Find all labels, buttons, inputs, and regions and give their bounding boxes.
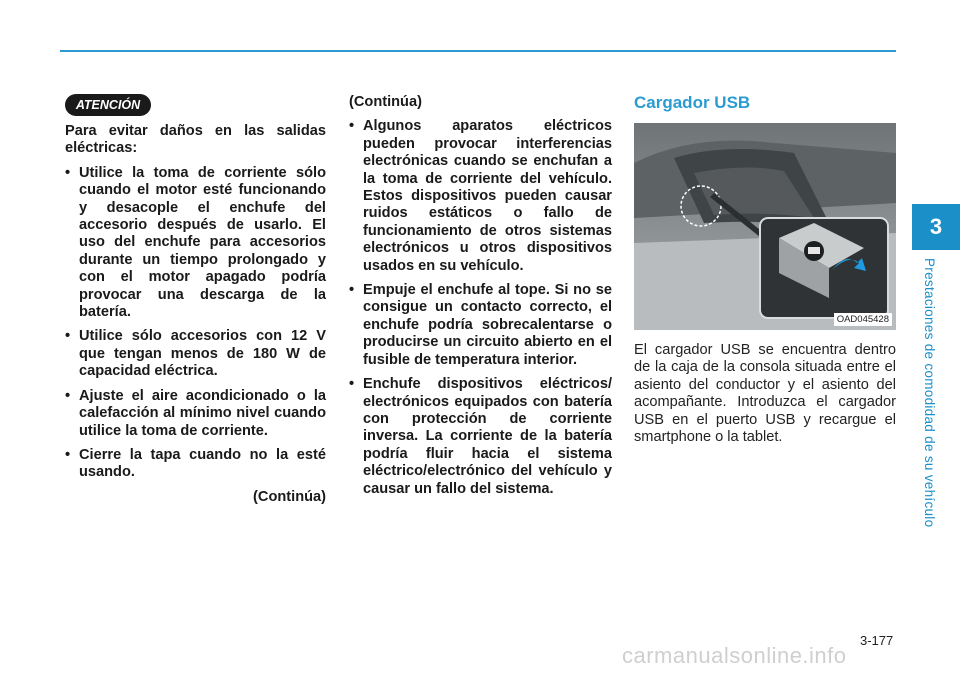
warning-item: • Algunos aparatos eléctricos pueden provocar interferencias electrónicas cuando se enchufan a la toma de corriente del vehículo. Estos dispositivos pueden causar ruidos estáticos o fallo de funcionamiento de otros sistemas electrónicos u otros dispositivos usados en su vehículo. bbox=[349, 118, 612, 275]
continues-label: (Continúa) bbox=[253, 488, 326, 505]
warning-item: • Ajuste el aire acondicionado o la calefacción al mínimo nivel cuando utilice la toma de corriente. bbox=[65, 388, 326, 440]
warning-item: • Empuje el enchufe al tope. Si no se consigue un contacto correcto, el enchufe podría sobrecalentarse o producirse un circuito abierto en el fusible de temperatura interior. bbox=[349, 282, 612, 369]
usb-charger-photo bbox=[634, 123, 896, 330]
usb-description: El cargador USB se encuentra dentro de la caja de la consola situada entre el asiento del conductor y el asiento del acompañante. Introduzca el cargador USB en el puerto USB y recargue el smartphone o la tablet. bbox=[634, 342, 896, 446]
header-rule bbox=[60, 50, 896, 52]
warning-item: • Utilice sólo accesorios con 12 V que tengan menos de 180 W de capacidad eléctrica. bbox=[65, 328, 326, 380]
warning-item: • Enchufe dispositivos eléctricos/ electrónicos equipados con batería con protección de corriente inversa. La corriente de la batería podría fluir hacia el sistema eléctrico/electrónico del vehículo y causar un fallo del sistema. bbox=[349, 376, 612, 498]
section-heading: Cargador USB bbox=[634, 93, 751, 112]
page-number: 3-177 bbox=[860, 633, 894, 648]
warning-badge: ATENCIÓN bbox=[65, 94, 151, 116]
warning-column-1 bbox=[65, 123, 326, 506]
image-code: OAD045428 bbox=[834, 313, 892, 326]
chapter-tab: 3 bbox=[912, 204, 960, 250]
continued-label: (Continúa) bbox=[349, 94, 422, 110]
watermark: carmanualsonline.info bbox=[622, 643, 847, 668]
warning-item: • Cierre la tapa cuando no la esté usando. bbox=[65, 447, 326, 482]
warning-item: • Utilice la toma de corriente sólo cuando el motor esté funcionando y desacople el enchufe del accesorio después de usarlo. El uso del enchufe para accesorios durante un tiempo prolongado y con el motor apagado podría provocar una descarga de la batería. bbox=[65, 165, 326, 322]
console-illustration bbox=[634, 123, 896, 330]
warning-column-2 bbox=[349, 94, 612, 505]
chapter-title-vertical: Prestaciones de comodidad de su vehículo bbox=[922, 258, 937, 528]
warning-intro: Para evitar daños en las salidas eléctricas: bbox=[65, 123, 326, 157]
